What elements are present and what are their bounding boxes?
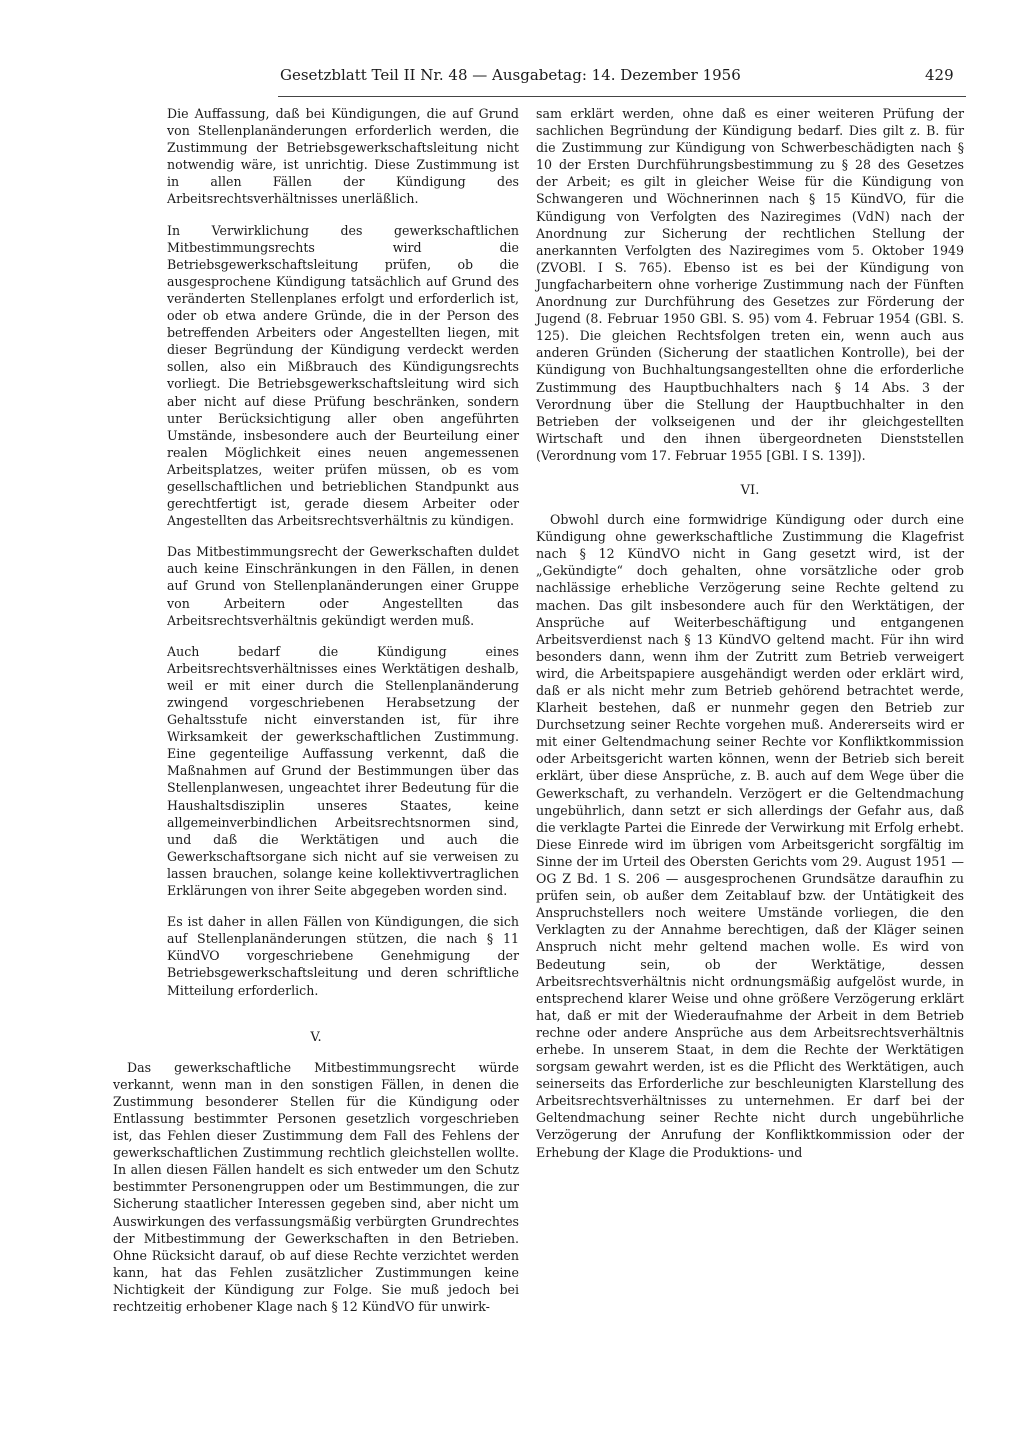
paragraph: Es ist daher in allen Fällen von Kündigungen, die sich auf Stellenplanänderungen stützen, die nach § 11 KündVO vorgeschriebene Genehmigung der Betriebsgewerkschaftsleitung und deren schriftliche Mitteilung erforderlich. — [167, 914, 519, 998]
right-column — [536, 105, 964, 1175]
paragraph: Das gewerkschaftliche Mitbestimmungsrecht würde verkannt, wenn man in den sonstigen Fällen, in denen die Zustimmung besonderer Stellen für die Kündigung oder Entlassung bestimmter Personen gesetzlich vorgeschrieben ist, das Fehlen dieser Zustimmung dem Fall des Fehlens der gewerkschaftlichen Zustimmung rechtlich gleichstellen wollte. In allen diesen Fällen handelt es sich entweder um den Schutz bestimmter Personengruppen oder um Bestimmungen, die zur Sicherung staatlicher Interessen gegeben sind, aber nicht um Auswirkungen des verfassungsmäßig verbürgten Grundrechtes der Mitbestimmung der Gewerkschaften in den Betrieben. Ohne Rücksicht darauf, ob auf diese Rechte verzichtet werden kann, hat das Fehlen zusätzlicher Zustimmungen keine Nichtigkeit der Kündigung zur Folge. Sie muß jedoch bei rechtzeitig erhobener Klage nach § 12 KündVO für unwirk- — [113, 1059, 519, 1314]
paragraph: In Verwirklichung des gewerkschaftlichen Mitbestimmungsrechts wird die Betriebsgewerkschaftsleitung prüfen, ob die ausgesprochene Kündigung tatsächlich auf Grund des veränderten Stellenplanes erfolgt und erforderlich ist, oder ob etwa andere Gründe, die in der Person des betreffenden Arbeiters oder Angestellten liegen, mit dieser Begründung der Kündigung verdeckt werden sollen, also ein Mißbrauch des Kündigungsrechts vorliegt. Die Betriebsgewerkschaftsleitung wird sich aber nicht auf diese Prüfung beschränken, sondern unter Berücksichtigung aller oben angeführten Umstände, insbesondere auch der Beurteilung einer realen Möglichkeit eines neuen angemessenen Arbeitsplatzes, weiter prüfen müssen, ob es vom gesellschaftlichen und betrieblichen Standpunkt aus gerechtfertigt ist, gerade diesem Arbeiter oder Angestellten das Arbeitsrechtsverhältnis zu kündigen. — [167, 222, 519, 529]
section-heading-vi: VI. — [740, 482, 760, 498]
paragraph: Auch bedarf die Kündigung eines Arbeitsrechtsverhältnisses eines Werktätigen deshalb, weil er mit einer durch die Stellenplanänderung zwingend vorgeschriebenen Herabsetzung der Gehaltsstufe nicht einverstanden ist, für ihre Wirksamkeit der gewerkschaftlichen Zustimmung. Eine gegenteilige Auffassung verkennt, daß die Maßnahmen auf Grund der Bestimmungen über das Stellenplanwesen, ungeachtet ihrer Bedeutung für die Haushaltsdisziplin unseres Staates, keine allgemeinverbindlichen Arbeitsrechtsnormen sind, und daß die Werktätigen und auch die Gewerkschaftsorgane sich nicht auf sie verweisen zu lassen brauchen, solange keine kollektivvertraglichen Erklärungen von ihrer Seite abgegeben worden sind. — [167, 643, 519, 899]
header-rule — [278, 96, 966, 97]
page-number: 429 — [925, 66, 954, 84]
page-header — [0, 64, 1024, 90]
paragraph: Das Mitbestimmungsrecht der Gewerkschaften duldet auch keine Einschränkungen in den Fällen, in denen auf Grund von Stellenplanänderungen einer Gruppe von Arbeitern oder Angestellten das Arbeitsrechtsverhältnis gekündigt werden muß. — [167, 544, 519, 628]
paragraph: Die Auffassung, daß bei Kündigungen, die auf Grund von Stellenplanänderungen erforderlich werden, die Zustimmung der Betriebsgewerkschaftsleitung nicht notwendig wäre, ist unrichtig. Diese Zustimmung ist in allen Fällen der Kündigung des Arbeitsrechtsverhältnisses unerläßlich. — [167, 106, 519, 207]
paragraph: Obwohl durch eine formwidrige Kündigung oder durch eine Kündigung ohne gewerkschaftliche Zustimmung die Klagefrist nach § 12 KündVO nicht in Gang gesetzt wird, ist der „Gekündigte“ doch gehalten, ohne vorsätzliche oder grob nachlässige erhebliche Verzögerung seine Rechte geltend zu machen. Das gilt insbesondere auch für den Werktätigen, der Ansprüche auf Weiterbeschäftigung und entgangenen Arbeitsverdienst nach § 13 KündVO geltend macht. Für ihn wird besonders dann, wenn ihm der Zutritt zum Betrieb verweigert wird, die Arbeitspapiere ausgehändigt werden oder erklärt wird, daß er als nicht mehr zum Betrieb gehörend betrachtet werde, Klarheit bestehen, daß er nunmehr gegen den Betrieb zur Durchsetzung seiner Rechte vorgehen muß. Andererseits wird er mit einer Geltendmachung seiner Rechte vor Konfliktkommission oder Arbeitsgericht warten können, wenn der Betrieb sich bereit erklärt, über diese Ansprüche, z. B. auch auf dem Wege über die Gewerkschaft, zu verhandeln. Verzögert er die Geltendmachung ungebührlich, dann setzt er sich allerdings der Gefahr aus, daß die verklagte Partei die Einrede der Verwirkung mit Erfolg erhebt. Diese Einrede wird im übrigen vom Arbeitsgericht sorgfältig im Sinne der im Urteil des Obersten Gerichts vom 29. August 1951 — OG Z Bd. 1 S. 206 — ausgesprochenen Grundsätze daraufhin zu prüfen sein, ob außer dem Zeitablauf bzw. der Untätigkeit des Anspruchstellers noch weitere Umstände vorliegen, die den Verklagten zu der Annahme berechtigen, daß der Kläger seinen Anspruch nicht mehr geltend machen wolle. Es wird von Bedeutung sein, ob der Werktätige, dessen Arbeitsrechtsverhältnis nicht ordnungsmäßig aufgelöst wurde, in entsprechend klarer Weise und ohne größere Verzögerung erklärt hat, daß er mit der Wiederaufnahme der Arbeit in dem Betrieb rechne oder andere Ansprüche aus dem Arbeitsrechtsverhältnis erhebe. In unserem Staat, in dem die Rechte der Werktätigen sorgsam gewahrt werden, ist es die Pflicht des Werktätigen, auch seinerseits das Erforderliche zur beschleunigten Klarstellung des Arbeitsrechtsverhältnisses zu unternehmen. Er darf bei der Geltendmachung seiner Rechte nicht durch ungebührliche Verzögerung der Anrufung der Konfliktkommission oder der Erhebung der Klage die Produktions- und — [536, 512, 964, 1160]
paragraph: sam erklärt werden, ohne daß es einer weiteren Prüfung der sachlichen Begründung der Kündigung bedarf. Dies gilt z. B. für die Zustimmung zur Kündigung von Schwerbeschädigten nach § 10 der Ersten Durchführungsbestimmung zu § 28 des Gesetzes der Arbeit; es gilt in gleicher Weise für die Kündigung von Schwangeren und Wöchnerinnen nach § 15 KündVO, für die Kündigung von Verfolgten des Naziregimes (VdN) nach der Anordnung zur Sicherung der rechtlichen Stellung der anerkannten Verfolgten des Naziregimes vom 5. Oktober 1949 (ZVOBl. I S. 765). Ebenso ist es bei der Kündigung von Jungfacharbeitern ohne vorherige Zustimmung nach der Fünften Anordnung zur Durchführung des Gesetzes zur Förderung der Jugend (8. Februar 1950 GBl. S. 95) vom 4. Februar 1954 (GBl. S. 125). Die gleichen Rechtsfolgen treten ein, wenn auch aus anderen Gründen (Sicherung der staatlichen Kontrolle), bei der Kündigung von Buchhaltungsangestellten ohne die erforderliche Zustimmung des Hauptbuchhalters nach § 14 Abs. 3 der Verordnung über die Stellung der Hauptbuchhalter in den Betrieben der volkseigenen und der ihr gleichgestellten Wirtschaft und den ihnen übergeordneten Dienststellen (Verordnung vom 17. Februar 1955 [GBl. I S. 139]). — [536, 106, 964, 463]
section-heading-v: V. — [310, 1029, 322, 1045]
header-title: Gesetzblatt Teil II Nr. 48 — Ausgabetag: 14. Dezember 1956 — [280, 66, 741, 84]
left-column — [113, 105, 519, 1329]
